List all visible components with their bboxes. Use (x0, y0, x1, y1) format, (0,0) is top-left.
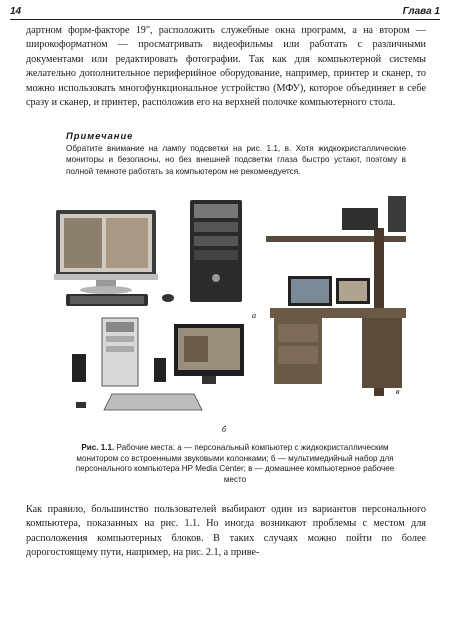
monitor-b-image (174, 324, 244, 384)
note-heading: Примечание (66, 130, 134, 141)
monitor-v-image (288, 276, 370, 306)
figure-label-b: б (222, 425, 227, 434)
page-number: 14 (10, 5, 22, 17)
bottom-paragraph-text: Как правило, большинство пользователей выбирают один из вариантов персонального компьютера, показанных на рис. 1.1. Но иногда возникают проблемы с местом для расположения компьютерных блоков. В таких случаях можно пойти по более дорогостоящему пути, например, на рис. 2.1, а приве- (26, 504, 426, 559)
figure-caption (70, 443, 400, 485)
note-body: Обратите внимание на лампу подсветки на рис. 1.1, в. Хотя жидкокристаллические мониторы и безопасны, но без внешней подсветки глаза быстро устают, поэтому в полной темноте работать за компьютером не рекомендуется. (66, 144, 406, 176)
page-header (10, 4, 440, 20)
top-paragraph (26, 24, 426, 110)
bottom-paragraph (26, 503, 426, 561)
tower-a-image (190, 200, 242, 302)
top-paragraph-text: дартном форм-факторе 19", расположить служебные окна программ, а на втором — широкоформатном — просматривать видеофильмы или работать с различными документами или редактировать фотографии. Так как для компьютерной системы желательно дополнительное периферийное оборудование, например, принтер и сканер, то можно использовать многофункциональное устройство (МФУ), которое объединяет в себе сразу и сканер, и принтер, расположив его на верхней полочке компьютерного стола. (26, 25, 426, 109)
figure-label-a: а (252, 311, 256, 320)
shelf-v-image (342, 196, 406, 232)
figure-label-v: в (396, 387, 400, 396)
tower-b-image (102, 318, 138, 386)
keyboard-a-image (66, 294, 174, 306)
figure-workstations (52, 188, 412, 436)
keyboard-b-image (76, 394, 202, 410)
chapter-title: Глава 1 (402, 5, 440, 17)
monitor-a-image (54, 210, 158, 294)
caption-text: Рабочие места: а — персональный компьютер с жидкокристаллическим монитором со встроенными звуковыми колонками; б — мультимедийный набор для персонального компьютера HP Media Center; в — домашнее компьютерное рабочее место (75, 443, 395, 484)
caption-label: Рис. 1.1. (81, 443, 115, 452)
desk-v-image (266, 228, 406, 396)
